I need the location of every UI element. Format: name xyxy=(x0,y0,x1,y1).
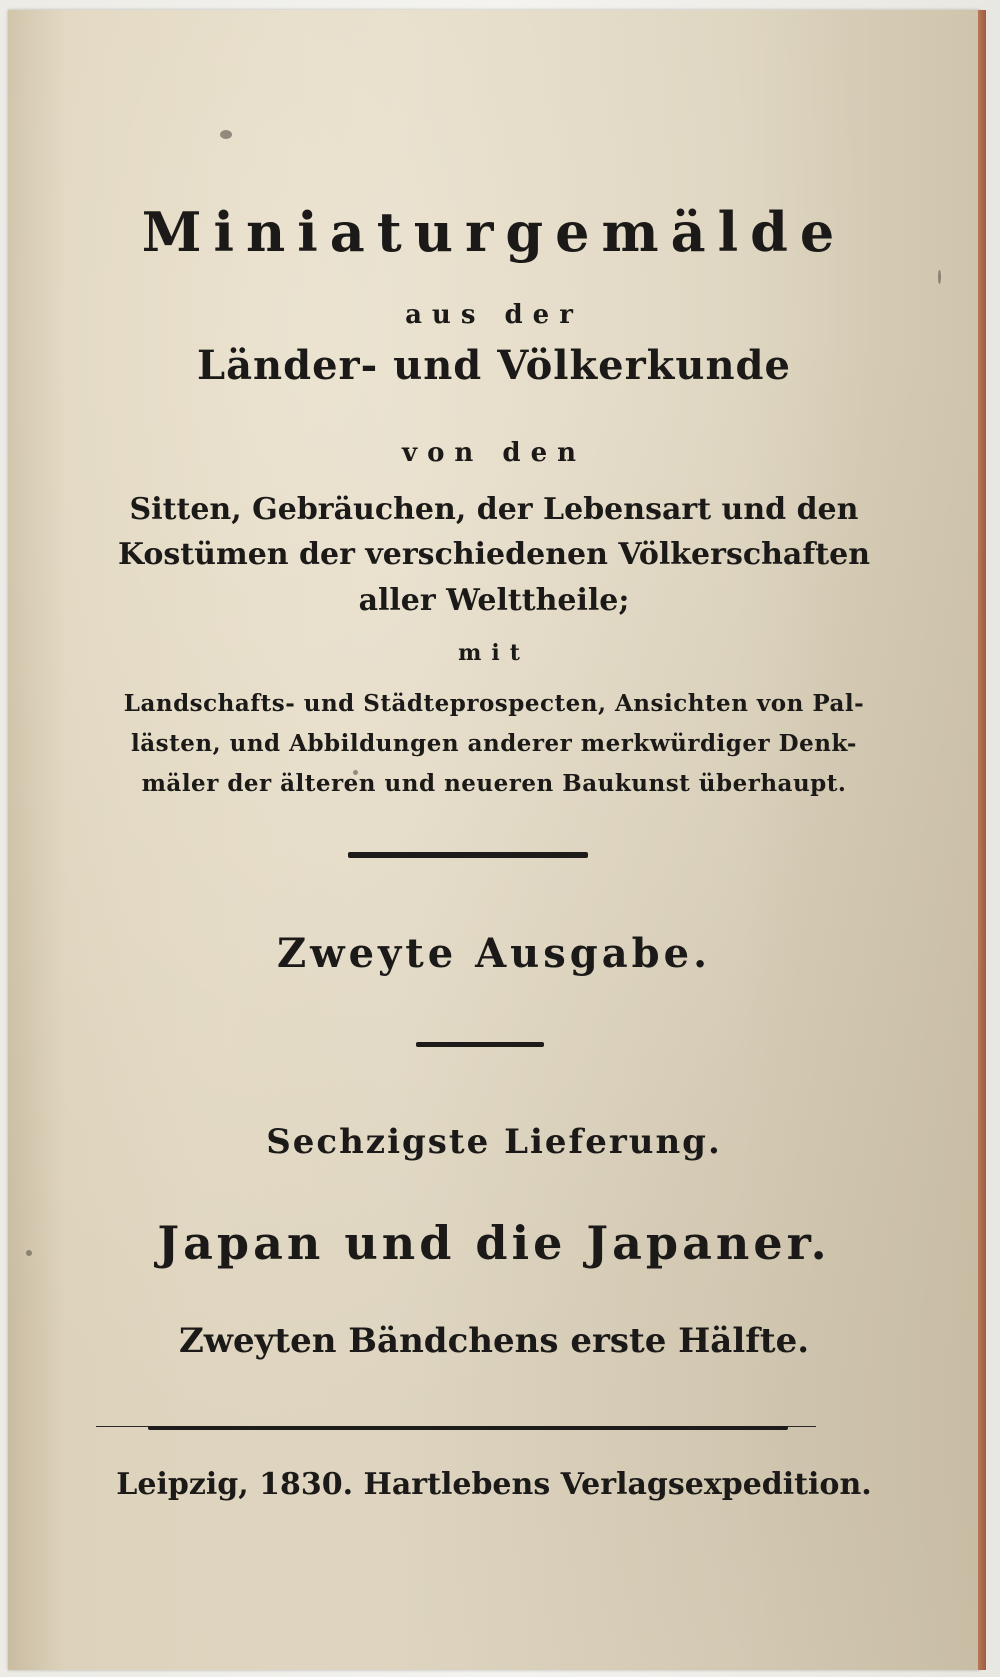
divider-rule xyxy=(416,1042,544,1047)
volume-part: Zweyten Bändchens erste Hälfte. xyxy=(178,1321,810,1361)
installment-line: Sechzigste Lieferung. xyxy=(266,1122,722,1162)
imprint-line: Leipzig, 1830. Hartlebens Verlagsexpedition. xyxy=(116,1467,872,1502)
book-title: Miniaturgemälde xyxy=(141,200,847,264)
line-von-den: von den xyxy=(401,438,587,468)
edition-line: Zweyte Ausgabe. xyxy=(276,930,712,977)
description-line-5: lästen, und Abbildungen anderer merkwürdiger Denk- xyxy=(131,730,857,757)
paper-speck xyxy=(220,130,232,139)
line-aus-der: aus der xyxy=(405,300,583,330)
volume-title: Japan und die Japaner. xyxy=(157,1216,831,1270)
description-line-6: mäler der älteren und neueren Baukunst überhaupt. xyxy=(141,770,847,797)
imprint-rule-thick xyxy=(148,1426,788,1430)
description-line-1: Sitten, Gebräuchen, der Lebensart und den xyxy=(129,492,859,527)
description-line-4: Landschafts- und Städteprospecten, Ansichten von Pal- xyxy=(123,690,865,717)
line-mit: mit xyxy=(458,640,530,666)
divider-rule xyxy=(348,852,588,858)
description-line-3: aller Welttheile; xyxy=(358,583,630,618)
title-page xyxy=(8,10,980,1670)
paper-speck xyxy=(938,270,941,284)
book-subtitle: Länder- und Völkerkunde xyxy=(197,342,791,389)
description-line-2: Kostümen der verschiedenen Völkerschaften xyxy=(117,537,871,572)
